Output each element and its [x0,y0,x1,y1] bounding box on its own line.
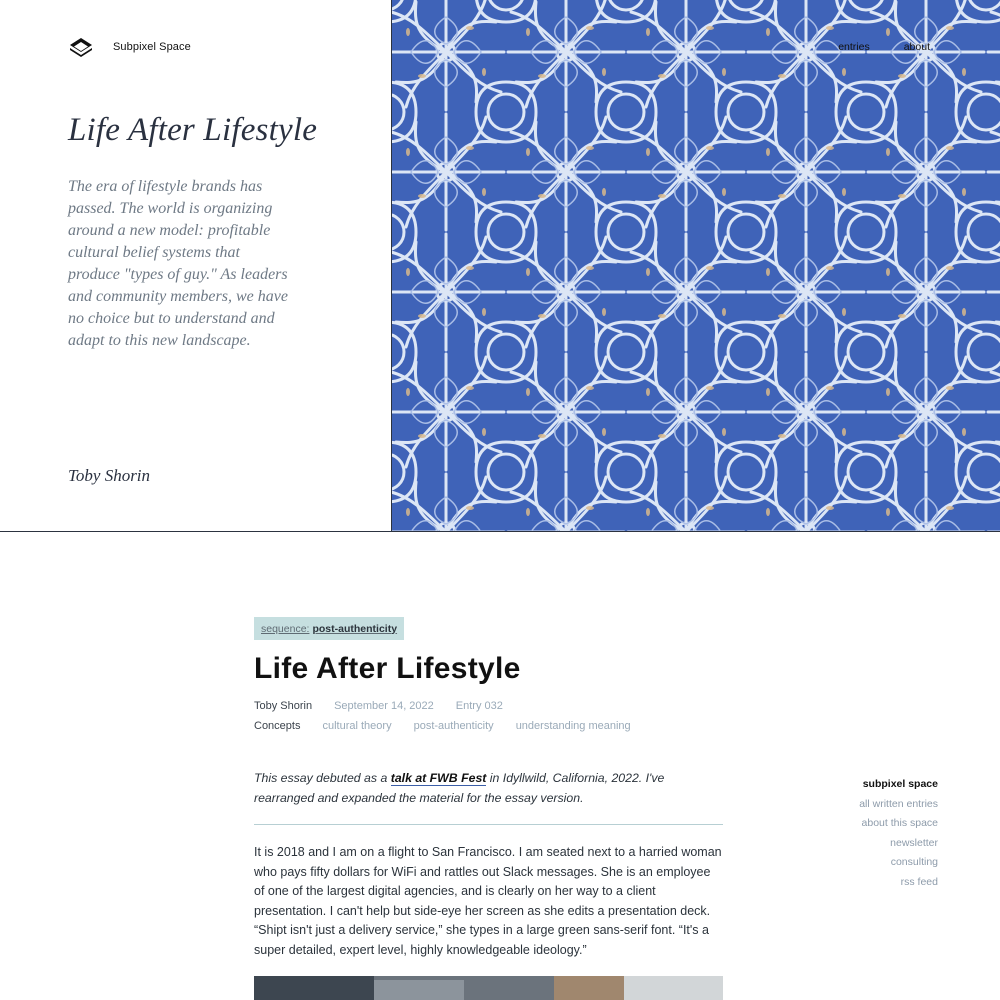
side-nav-subpixel-space[interactable]: subpixel space [862,778,938,790]
fwb-fest-talk-link[interactable]: talk at FWB Fest [390,771,487,785]
hero-dek: The era of lifestyle brands has passed. The world is organizing around a new model: profitable cultural belief systems that produce "types of guy." As leaders and community members, we have no choice but to understand and adapt to this new landscape. [68,178,288,349]
article-intro [254,769,724,808]
hero-image [392,0,1000,531]
side-nav-newsletter[interactable]: newsletter [890,836,938,849]
article-title: Life After Lifestyle [254,652,521,685]
subpixel-logo-icon [69,37,93,57]
intro-text-after: in Idyllwild, California, 2022. I've rearranged and expanded the material for the essay version. [254,771,665,805]
article-tags [254,720,653,732]
tag-cultural-theory[interactable]: cultural theory [322,720,392,732]
tag-post-authenticity[interactable]: post-authenticity [413,720,494,732]
hero-text-panel [0,0,391,531]
side-nav-about[interactable]: about this space [861,817,938,829]
site-brand[interactable] [69,37,191,57]
nav-entries[interactable]: entries [838,41,870,53]
nav-about[interactable]: about [903,41,930,53]
side-nav-all-entries[interactable]: all written entries [859,797,938,810]
hero-title: Life After Lifestyle [68,112,318,148]
article-paragraph: It is 2018 and I am on a flight to San Francisco. I am seated next to a harried woman who pays fifty dollars for WiFi and rattles out Slack messages. She is an employee of one of the largest digital agencies, and is clearly on her way to a client presentation. I can't help but side-eye her screen as she edits a presentation deck. “Shipt isn't just a delivery service,” she types in a large green sans-serif font. “It's a super detailed, expert level, highly knowledgeable ideology.” [254,845,722,957]
article-meta [254,700,525,712]
article-author: Toby Shorin [254,700,313,712]
article-entry-number: Entry 032 [455,700,503,712]
intro-divider [254,824,723,825]
photo-placeholder-image [254,976,723,1000]
hero-author: Toby Shorin [68,466,151,485]
top-nav [838,41,930,53]
article-date: September 14, 2022 [334,700,434,712]
sequence-label: sequence: [261,622,310,635]
sequence-name: post-authenticity [312,622,398,635]
side-nav-rss-feed[interactable]: rss feed [900,875,938,888]
article-category: Concepts [254,720,301,732]
side-nav-consulting[interactable]: consulting [890,856,938,868]
article-photo [254,976,723,1000]
side-nav [859,775,938,892]
intro-text-before: This essay debuted as a [254,771,391,785]
tag-understanding-meaning[interactable]: understanding meaning [515,720,631,732]
sequence-tag[interactable] [254,617,404,640]
site-name: Subpixel Space [113,41,191,53]
tile-pattern-image [392,0,1000,531]
